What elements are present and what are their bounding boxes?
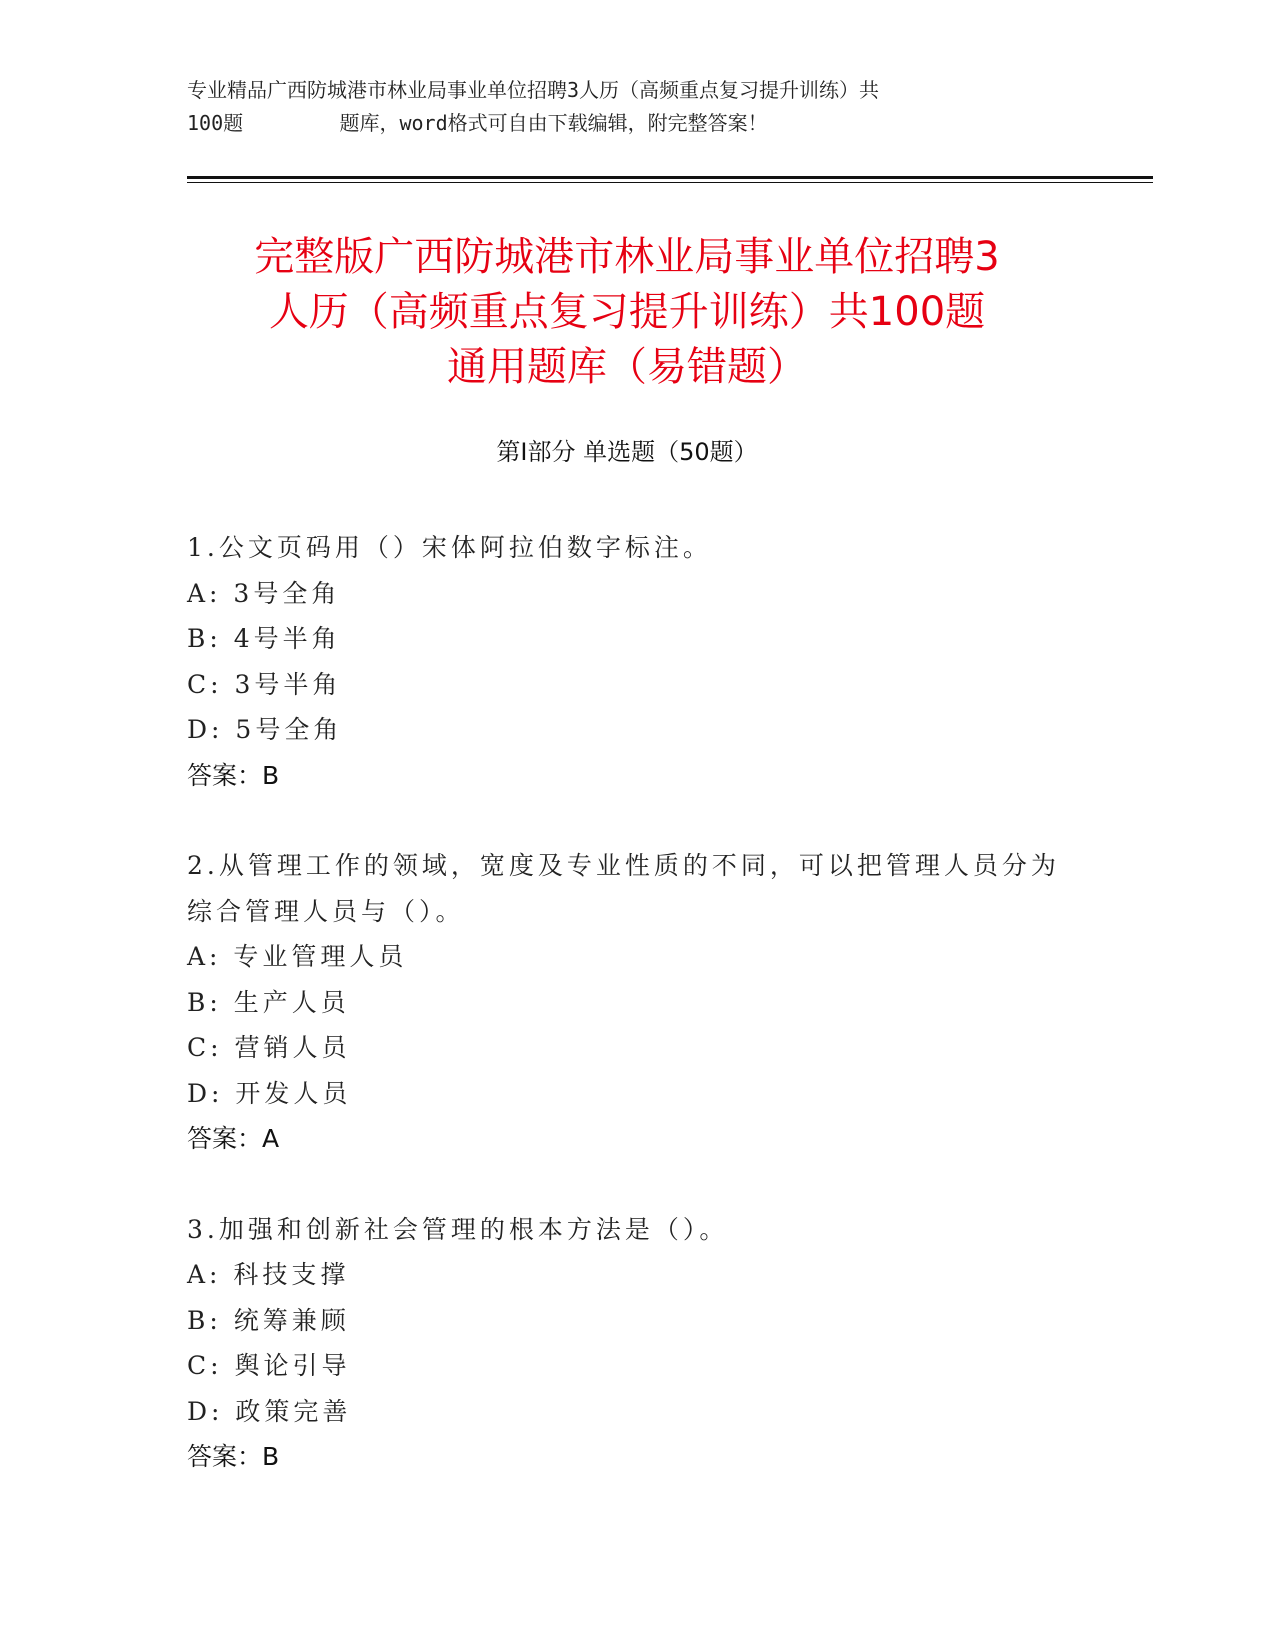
header-rule-thick bbox=[187, 176, 1153, 179]
section-title: 第Ⅰ部分 单选题（50题） bbox=[496, 438, 758, 466]
question-stem: 1.公文页码用（）宋体阿拉伯数字标注。 bbox=[187, 533, 712, 562]
header-note bbox=[187, 74, 1067, 140]
option-a: A: 科技支撑 bbox=[187, 1260, 350, 1289]
header-rule-thin bbox=[187, 182, 1153, 183]
header-note-line-1: 专业精品广西防城港市林业局事业单位招聘3人历（高频重点复习提升训练）共 bbox=[187, 78, 880, 102]
answer-line: 答案：A bbox=[187, 1124, 280, 1153]
question-stem: 3.加强和创新社会管理的根本方法是（）。 bbox=[187, 1214, 729, 1244]
option-d: D: 开发人员 bbox=[187, 1078, 352, 1108]
header-note-line-2: 100题 题库，word格式可自由下载编辑，附完整答案！ bbox=[187, 111, 768, 135]
option-a: A: 专业管理人员 bbox=[187, 942, 408, 971]
question-list bbox=[187, 525, 1067, 1525]
option-c: C: 营销人员 bbox=[187, 1033, 351, 1062]
question-stem: 2.从管理工作的领域，宽度及专业性质的不同，可以把管理人员分为 bbox=[187, 851, 1060, 880]
option-a: A: 3号全角 bbox=[187, 578, 341, 608]
option-c: C: 3号半角 bbox=[187, 669, 342, 699]
answer-line: 答案：B bbox=[187, 1442, 280, 1471]
option-b: B: 生产人员 bbox=[187, 987, 350, 1017]
question-3 bbox=[187, 1207, 1067, 1480]
document-title-line-3: 通用题库（易错题） bbox=[447, 344, 807, 390]
question-stem-continued: 综合管理人员与（）。 bbox=[187, 896, 465, 926]
option-d: D: 政策完善 bbox=[187, 1396, 352, 1426]
document-title-line-1: 完整版广西防城港市林业局事业单位招聘3 bbox=[254, 234, 1000, 280]
document-title-line-2: 人历（高频重点复习提升训练）共100题 bbox=[268, 289, 986, 335]
option-b: B: 4号半角 bbox=[187, 624, 341, 653]
document-title bbox=[187, 230, 1067, 395]
option-d: D: 5号全角 bbox=[187, 715, 343, 744]
question-1 bbox=[187, 525, 1067, 798]
option-b: B: 统筹兼顾 bbox=[187, 1305, 350, 1335]
question-2 bbox=[187, 843, 1067, 1162]
option-c: C: 舆论引导 bbox=[187, 1351, 351, 1380]
answer-line: 答案：B bbox=[187, 760, 280, 790]
